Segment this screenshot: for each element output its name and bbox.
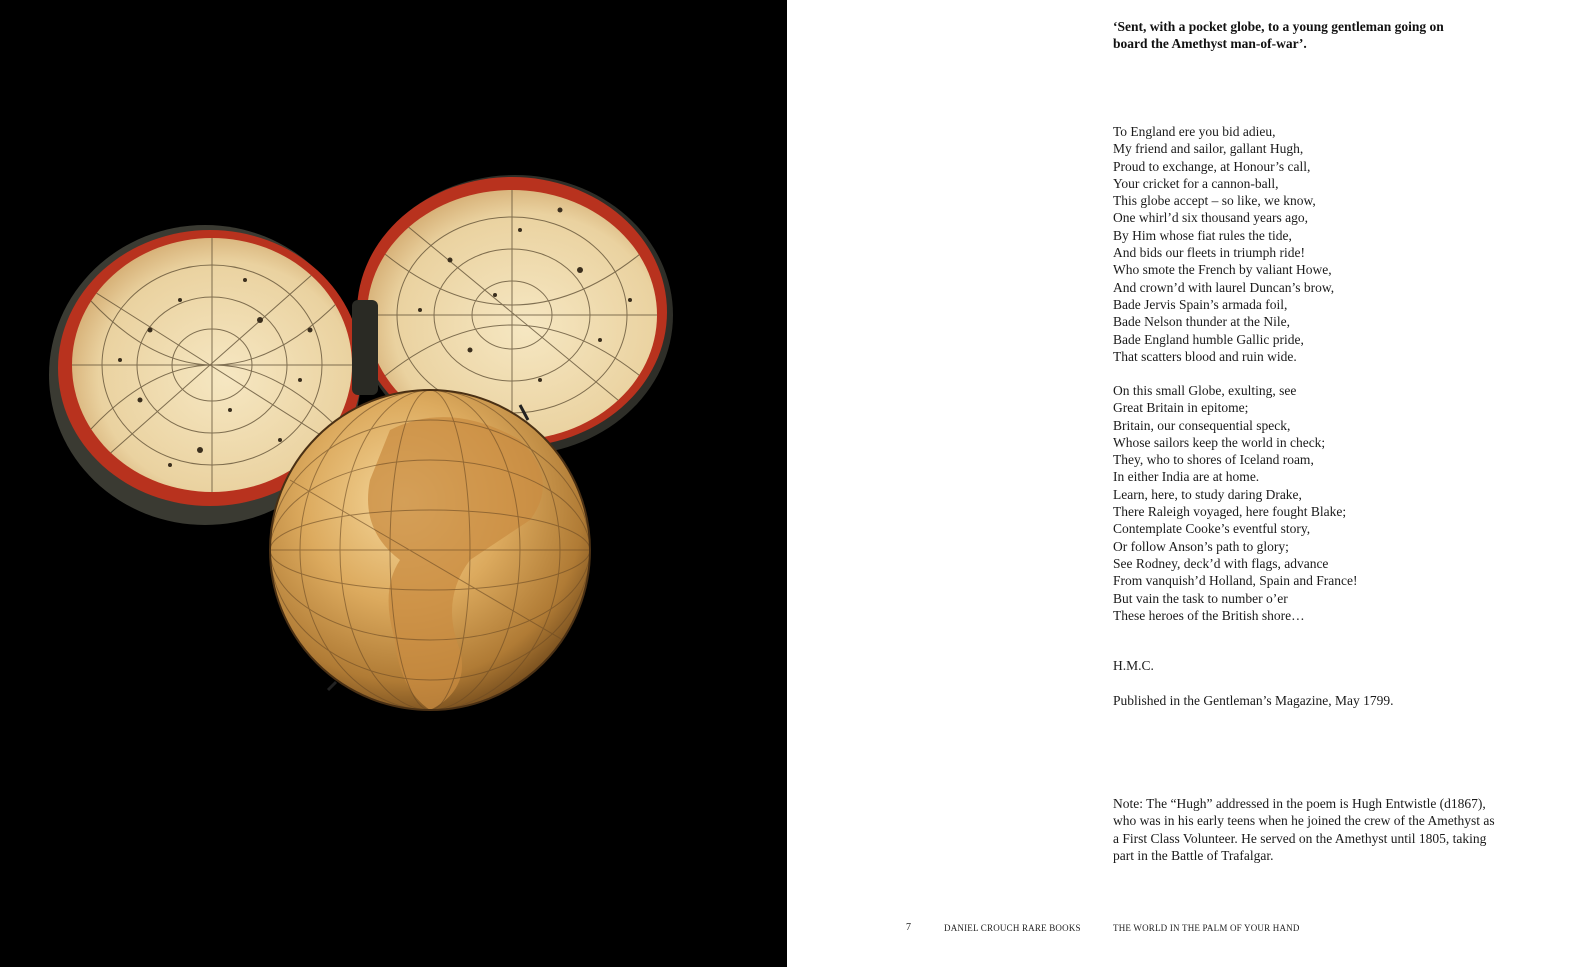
poem-line: Whose sailors keep the world in check; <box>1113 434 1326 450</box>
page-number: 7 <box>906 922 912 933</box>
photo-panel <box>0 0 787 967</box>
footer-publisher: DANIEL CROUCH RARE BOOKS <box>944 923 1081 933</box>
poem-line: From vanquish’d Holland, Spain and France! <box>1113 573 1358 589</box>
poem-line: In either India are at home. <box>1113 469 1260 485</box>
poem-line: Bade Jervis Spain’s armada foil, <box>1113 296 1288 312</box>
poem-line: Or follow Anson’s path to glory; <box>1113 538 1289 554</box>
poem-line: See Rodney, deck’d with flags, advance <box>1113 555 1329 571</box>
poem-line: Who smote the French by valiant Howe, <box>1113 262 1332 278</box>
poem-line: Your cricket for a cannon-ball, <box>1113 175 1279 191</box>
poem-stanza-1 <box>1113 123 1334 365</box>
terrestrial-globe <box>270 390 590 710</box>
historical-note: Note: The “Hugh” addressed in the poem is Hugh Entwistle (d1867), who was in his early teens when he joined the crew of the Amethyst as a First Class Volunteer. He served on the Amethyst until 1805, taking part in the Battle of Trafalgar. <box>1113 796 1495 863</box>
poem-line: But vain the task to number o’er <box>1113 590 1288 606</box>
poem-line: There Raleigh voyaged, here fought Blake; <box>1113 504 1347 520</box>
poem-line: These heroes of the British shore… <box>1113 607 1305 623</box>
poem-initials: H.M.C. <box>1113 658 1154 673</box>
poem-line: They, who to shores of Iceland roam, <box>1113 452 1314 468</box>
poem-line: That scatters blood and ruin wide. <box>1113 348 1297 364</box>
poem-line: One whirl’d six thousand years ago, <box>1113 210 1308 226</box>
poem-line: My friend and sailor, gallant Hugh, <box>1113 141 1304 157</box>
poem-line: To England ere you bid adieu, <box>1113 124 1276 139</box>
poem-line: And crown’d with laurel Duncan’s brow, <box>1113 279 1335 295</box>
poem-line: Bade Nelson thunder at the Nile, <box>1113 314 1290 330</box>
poem-line: By Him whose fiat rules the tide, <box>1113 227 1292 243</box>
poem-line: Great Britain in epitome; <box>1113 400 1249 416</box>
poem-line: And bids our fleets in triumph ride! <box>1113 245 1305 261</box>
pocket-globe-photo <box>0 0 787 967</box>
poem-title: ‘Sent, with a pocket globe, to a young gentleman going on board the Amethyst man-of-war’. <box>1113 19 1444 51</box>
publication-note: Published in the Gentleman’s Magazine, May 1799. <box>1113 693 1394 708</box>
poem-line: Bade England humble Gallic pride, <box>1113 331 1304 347</box>
poem-line: This globe accept – so like, we know, <box>1113 193 1316 209</box>
poem-stanza-2 <box>1113 382 1357 624</box>
poem-line: Learn, here, to study daring Drake, <box>1113 486 1302 502</box>
poem-line: Proud to exchange, at Honour’s call, <box>1113 158 1311 174</box>
footer-book-title: THE WORLD IN THE PALM OF YOUR HAND <box>1113 923 1300 933</box>
poem-line: Britain, our consequential speck, <box>1113 417 1291 433</box>
poem-line: Contemplate Cooke’s eventful story, <box>1113 521 1311 537</box>
poem-line: On this small Globe, exulting, see <box>1113 383 1297 398</box>
